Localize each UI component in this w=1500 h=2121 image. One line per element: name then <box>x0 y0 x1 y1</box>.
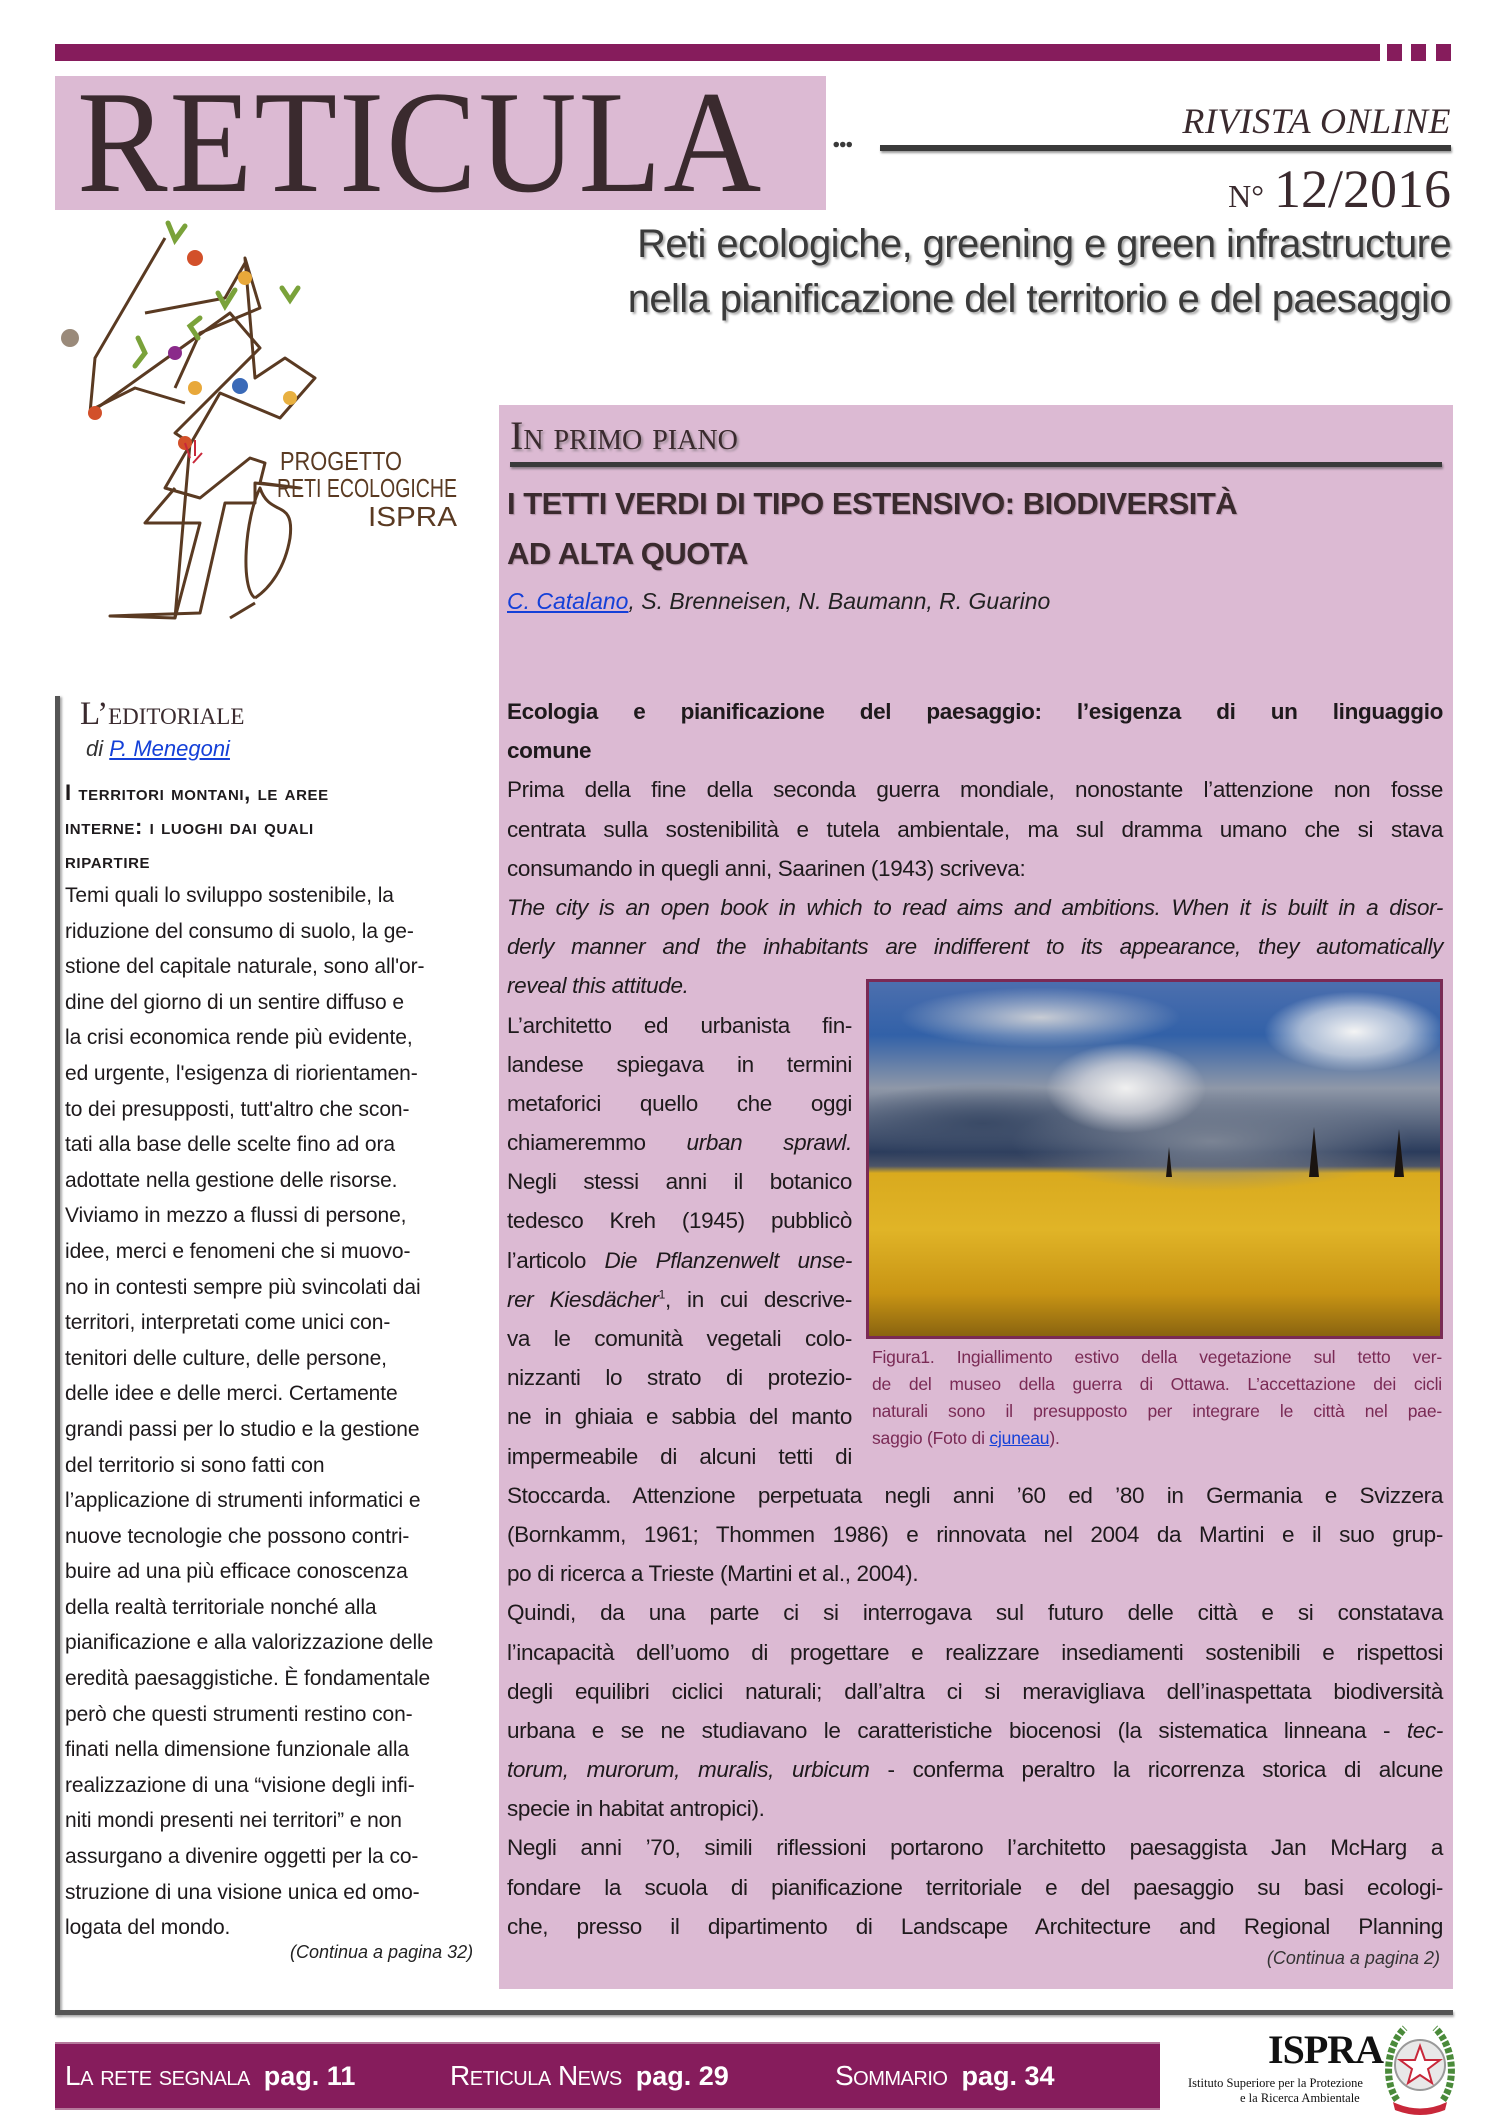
text-run: tedesco Kreh (1945) pubblicò <box>507 1208 852 1234</box>
editorial-text-line: tati alla base delle scelte fino ad ora <box>65 1133 395 1157</box>
text-line <box>507 1358 852 1397</box>
text-run: Die Pflanzenwelt unse- <box>604 1247 852 1273</box>
text-line <box>507 1045 852 1084</box>
editorial-headline <box>65 776 329 878</box>
feature-section-rule <box>510 462 1442 467</box>
text-run: 1 <box>658 1287 665 1302</box>
editorial-text-line: la crisi economica rende più evidente, <box>65 1026 413 1050</box>
text-line <box>507 1554 1443 1593</box>
editorial-text-line: riduzione del consumo di suolo, la ge- <box>65 919 414 943</box>
editorial-text-line: adottate nella gestione delle risorse. <box>65 1168 398 1192</box>
text-run: tec- <box>1406 1717 1443 1743</box>
footer-link-la-rete-segnala[interactable] <box>65 2044 355 2108</box>
footer-link-label: La rete segnala <box>65 2060 250 2091</box>
text-run: L’architetto ed urbanista fin- <box>507 1012 852 1038</box>
editorial-headline-line: interne: i luoghi dai quali <box>65 814 314 839</box>
text-run: The city is an open book in which to read aims and ambitions. When it is built in a disor- <box>507 894 1443 920</box>
editorial-text-line: delle idee e delle merci. Certamente <box>65 1382 398 1406</box>
text-run: urban sprawl. <box>686 1130 852 1156</box>
text-line <box>507 1162 852 1201</box>
footer-link-page: pag. 29 <box>635 2061 729 2091</box>
masthead-title-box <box>55 61 826 223</box>
editorial-text-line: territori, interpretati come unici con- <box>65 1311 391 1335</box>
feature-section-title: In primo piano <box>510 413 738 458</box>
masthead-rule <box>880 145 1451 151</box>
editorial-text-line: della realtà territoriale nonché alla <box>65 1595 377 1619</box>
text-run: landese spiegava in termini <box>507 1051 852 1077</box>
text-run: urbana e se ne studiavano le caratteristiche biocenosi (la sistematica linneana - <box>507 1717 1407 1743</box>
logo-text-line: ISPRA <box>368 501 458 532</box>
footer-link-reticula-news[interactable] <box>450 2044 729 2108</box>
text-run: Prima della fine della seconda guerra mondiale, nonostante l’attenzione non fosse <box>507 777 1443 803</box>
masthead-title: RETICULA <box>77 61 764 223</box>
masthead-subtitle-line: nella pianificazione del territorio e del paesaggio <box>627 277 1451 321</box>
text-line <box>507 770 1443 809</box>
text-line <box>507 888 1443 927</box>
editorial-text-line: nuove tecnologie che possono contri- <box>65 1524 410 1548</box>
editorial-text-line: pianificazione e alla valorizzazione delle <box>65 1631 434 1655</box>
feature-authors <box>507 588 1050 615</box>
footer-link-page: pag. 34 <box>961 2061 1055 2091</box>
accent-square <box>1387 44 1402 61</box>
feature-text-after-figure <box>507 1476 1443 1946</box>
footer-link-label: Reticula News <box>450 2060 622 2091</box>
editorial-text-line: logata del mondo. <box>65 1916 231 1940</box>
text-line <box>507 1201 852 1240</box>
logo-network-lines <box>90 238 315 618</box>
text-run: Stoccarda. Attenzione perpetuata negli anni ’60 ed ’80 in Germania e Svizzera <box>507 1482 1443 1508</box>
text-run: ne in ghiaia e sabbia del manto <box>507 1404 852 1430</box>
editorial-text-line: grandi passi per lo studio e la gestione <box>65 1417 420 1441</box>
text-line <box>507 1437 852 1476</box>
editorial-text-line: stione del capitale naturale, sono all'or- <box>65 955 425 979</box>
text-run: che, presso il dipartimento di Landscape Architecture and Regional Planning <box>507 1913 1443 1939</box>
masthead-kicker: RIVISTA ONLINE <box>1182 101 1451 141</box>
masthead-ellipsis: ... <box>832 118 852 155</box>
ispra-subtitle-line: Istituto Superiore per la Protezione <box>1188 2076 1363 2090</box>
editorial-text-line: l’applicazione di strumenti informatici e <box>65 1489 421 1513</box>
text-line <box>872 1425 1442 1452</box>
text-run: nizzanti lo strato di protezio- <box>507 1365 852 1391</box>
editorial-text-line: Viviamo in mezzo a flussi di persone, <box>65 1204 407 1228</box>
text-line <box>872 1371 1442 1398</box>
footer-link-sommario[interactable] <box>835 2044 1055 2108</box>
text-run: impermeabile di alcuni tetti di <box>507 1443 852 1469</box>
feature-subheading <box>507 692 1443 770</box>
text-line <box>507 1789 1443 1828</box>
editorial-text-line: idee, merci e fenomeni che si muovo- <box>65 1239 411 1263</box>
text-run: reveal this attitude. <box>507 973 689 999</box>
lead-author-link[interactable]: C. Catalano <box>507 588 629 614</box>
logo-leaves <box>135 223 298 366</box>
text-line <box>507 1006 852 1045</box>
ispra-logo-name: ISPRA <box>1268 2027 1384 2072</box>
text-run: consumando in quegli anni, Saarinen (1943) scriveva: <box>507 855 1026 881</box>
text-run: - conferma peraltro la ricorrenza storica di alcune <box>869 1757 1443 1783</box>
ispra-subtitle-line: e la Ricerca Ambientale <box>1240 2091 1360 2105</box>
text-run: degli equilibri ciclici naturali; dall’altra ci si meravigliava dell’inaspettata biodiversità <box>507 1678 1443 1704</box>
editorial-text-line: Temi quali lo sviluppo sostenibile, la <box>65 884 394 907</box>
editorial-text-line: realizzazione di una “visione degli infi- <box>65 1773 415 1797</box>
text-run: (Bornkamm, 1961; Thommen 1986) e rinnovata nel 2004 da Martini e il suo grup- <box>507 1521 1443 1547</box>
editorial-continue-note[interactable]: (Continua a pagina 32) <box>290 1942 474 1962</box>
figure-caption <box>872 1344 1442 1452</box>
issue-number <box>1228 158 1451 220</box>
footer-nav-bar <box>55 2042 1160 2110</box>
spire <box>1166 1147 1172 1177</box>
text-line <box>507 927 1443 966</box>
editorial-body <box>65 878 490 1946</box>
text-line <box>507 1319 852 1358</box>
text-run: Negli stessi anni il botanico <box>507 1169 852 1195</box>
logo-text-line: RETI ECOLOGICHE <box>277 473 457 503</box>
accent-square <box>1411 44 1426 61</box>
text-line <box>507 1633 1443 1672</box>
editorial-text-line: niti mondi presenti nei territori” e non <box>65 1809 402 1833</box>
editorial-left-rule <box>55 696 60 2015</box>
reti-ecologiche-logo <box>50 218 470 658</box>
feature-text-beside-figure <box>507 1006 852 1476</box>
logo-dots <box>61 250 297 450</box>
spire <box>1309 1127 1319 1177</box>
text-run: l’incapacità dell’uomo di progettare e realizzare insediamenti sostenibili e rispettosi <box>507 1639 1443 1665</box>
editorial-headline-line: I territori montani, le aree <box>65 780 329 805</box>
text-run: l’articolo <box>507 1247 605 1273</box>
text-run: ). <box>1049 1428 1060 1448</box>
text-run: naturali sono il presupposto per integrare le città nel pae- <box>872 1401 1442 1421</box>
text-run: de del museo della guerra di Ottawa. L’accettazione dei cicli <box>872 1374 1442 1394</box>
text-run: saggio (Foto di <box>872 1428 990 1448</box>
text-run: Ecologia e pianificazione del paesaggio: l’esigenza di un linguaggio <box>507 699 1443 724</box>
text-line <box>507 810 1443 849</box>
editorial-text-line: eredità paesaggistiche. È fondamentale <box>65 1667 431 1691</box>
text-run: Negli anni ’70, simili riflessioni portarono l’architetto paesaggista Jan McHarg a <box>507 1835 1443 1861</box>
text-run: specie in habitat antropici). <box>507 1796 765 1822</box>
masthead-subtitle-line: Reti ecologiche, greening e green infrastructure <box>637 222 1451 266</box>
issue-prefix: N° <box>1228 178 1264 214</box>
text-run: Quindi, da una parte ci si interrogava sul futuro delle città e si constatava <box>507 1600 1443 1626</box>
editorial-byline <box>86 736 230 762</box>
text-line <box>507 1711 1443 1750</box>
footer-link-page: pag. 11 <box>263 2061 356 2091</box>
text-run: derly manner and the inhabitants are indifferent to its appearance, they automatically <box>507 934 1443 960</box>
feature-intro <box>507 770 1443 1005</box>
editorial-text-line: però che questi strumenti restino con- <box>65 1702 413 1726</box>
text-line <box>507 849 1443 888</box>
accent-square <box>1436 44 1451 61</box>
text-run: Figura1. Ingiallimento estivo della vegetazione sul tetto ver- <box>872 1347 1442 1367</box>
text-line <box>507 1868 1443 1907</box>
footer-link-label: Sommario <box>835 2060 948 2091</box>
logo-text <box>277 446 457 532</box>
text-line <box>507 1672 1443 1711</box>
text-line <box>507 1515 1443 1554</box>
editorial-text-line: buire ad una più efficace conoscenza <box>65 1560 408 1584</box>
byline-prefix: di <box>86 736 104 761</box>
text-run: chiameremmo <box>507 1130 687 1156</box>
text-line <box>507 1123 852 1162</box>
editorial-text-line: struzione di una visione unica ed omo- <box>65 1880 420 1904</box>
text-line <box>507 1750 1443 1789</box>
text-run: centrata sulla sostenibilità e tutela ambientale, ma sul dramma umano che si stava <box>507 816 1443 842</box>
other-authors: , S. Brenneisen, N. Baumann, R. Guarino <box>628 588 1051 614</box>
figure-photo-yellow-meadow-roof <box>866 979 1443 1339</box>
editorial-text-line: ed urgente, l'esigenza di riorientamen- <box>65 1061 418 1085</box>
text-run: va le comunità vegetali colo- <box>507 1326 852 1351</box>
text-run: , in cui descrive- <box>665 1286 852 1312</box>
photo-credit-link[interactable]: cjuneau <box>989 1428 1050 1448</box>
editorial-text-line: del territorio si sono fatti con <box>65 1453 325 1477</box>
editorial-text-line: to dei presupposti, tutt'altro che scon- <box>65 1097 410 1121</box>
feature-continue-note[interactable]: (Continua a pagina 2) <box>1266 1948 1440 1968</box>
text-line <box>507 1907 1443 1946</box>
editorial-text-line: assurgano a divenire oggetti per la co- <box>65 1845 419 1869</box>
editorial-text-line: dine del giorno di un sentire diffuso e <box>65 990 404 1014</box>
feature-headline-line: I TETTI VERDI DI TIPO ESTENSIVO: BIODIVERSITÀ <box>507 486 1238 521</box>
text-run: fondare la scuola di pianificazione territoriale e del paesaggio su basi ecologi- <box>507 1874 1443 1900</box>
logo-text-line: PROGETTO <box>280 446 402 476</box>
italian-republic-emblem-icon <box>1385 2020 1455 2118</box>
text-run: metaforici quello che oggi <box>507 1090 852 1116</box>
issue-value: 12/2016 <box>1273 159 1451 219</box>
text-line <box>507 1593 1443 1632</box>
text-line <box>507 1280 852 1319</box>
top-accent-bar <box>55 44 1380 61</box>
text-line <box>507 1084 852 1123</box>
feature-headline-line: AD ALTA QUOTA <box>507 536 748 571</box>
text-run: rer Kiesdächer <box>507 1286 659 1312</box>
text-line <box>507 731 1443 770</box>
text-run: po di ricerca a Trieste (Martini et al., 2004). <box>507 1561 919 1587</box>
editorial-text-line: tenitori delle culture, delle persone, <box>65 1346 387 1370</box>
text-run: comune <box>507 738 592 764</box>
spire <box>1394 1129 1404 1177</box>
text-line <box>507 1397 852 1436</box>
editorial-section-title: L’editoriale <box>80 696 245 732</box>
bottom-rule <box>55 2010 1453 2015</box>
text-line <box>507 1476 1443 1515</box>
text-line <box>507 1828 1443 1867</box>
editorial-headline-line: ripartire <box>65 848 151 873</box>
text-line <box>872 1344 1442 1371</box>
text-line <box>507 1241 852 1280</box>
text-line <box>872 1398 1442 1425</box>
text-run: torum, murorum, muralis, urbicum <box>507 1757 870 1783</box>
editorial-text-line: finati nella dimensione funzionale alla <box>65 1738 409 1762</box>
editorial-text-line: no in contesti sempre più svincolati dai <box>65 1275 421 1299</box>
text-line <box>507 692 1443 731</box>
editorial-author-link[interactable]: P. Menegoni <box>109 736 230 761</box>
